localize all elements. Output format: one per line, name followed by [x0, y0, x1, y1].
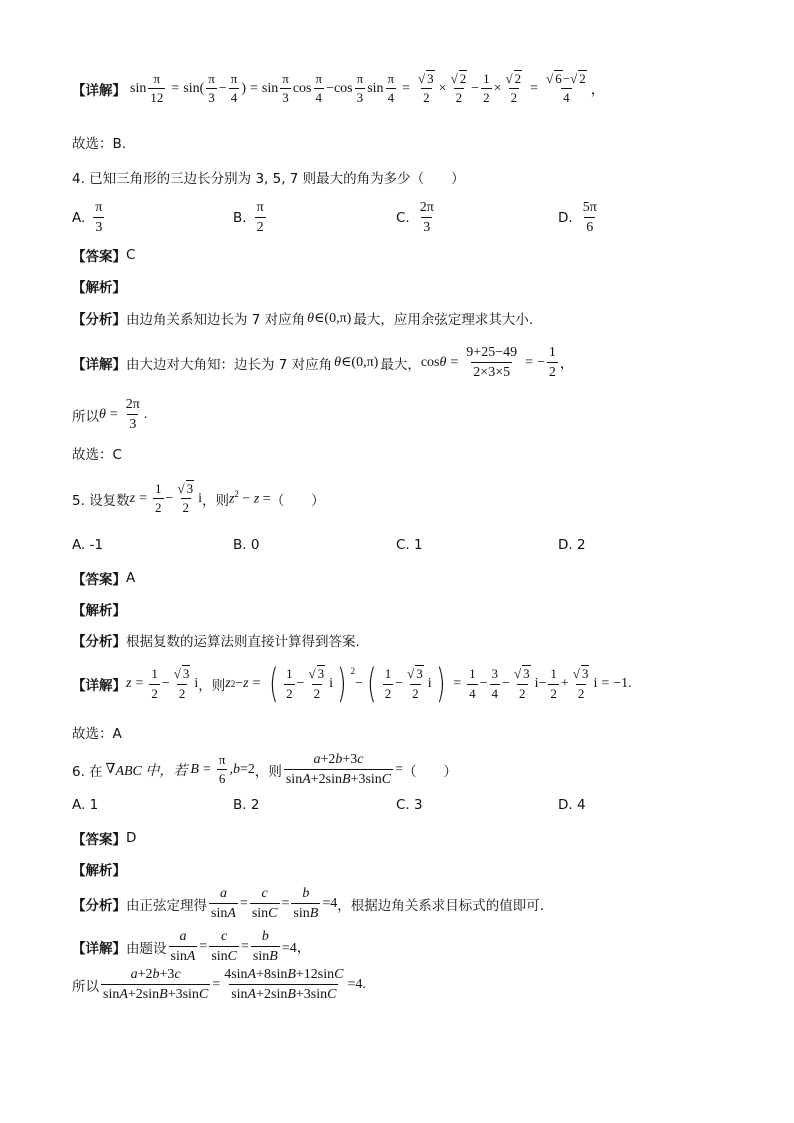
- q4-answer: 【答案】 C: [72, 247, 136, 265]
- q6-so: 所以 $\frac{a+2b+3c}{\sin A+2\sin B+3\sin C}$ = $\frac{4\sin A+8\sin B+12\sin C}{\sin A+2\sin B+3\sin C}$ =4.: [72, 967, 366, 1003]
- q6-answer: 【答案】 D: [72, 830, 137, 848]
- q5-option-d: D. 2: [558, 537, 586, 553]
- q4-option-d: D. $\frac{5\pi}{6}$: [558, 200, 597, 236]
- q6-option-d: D. 4: [558, 797, 586, 813]
- q5-option-a: A. -1: [72, 537, 104, 553]
- q5-stem: 5. 设复数 z = $\frac{1}{2}$ − $\frac{√ 3}{2}$ i ，则 $z^2 - z$ = （ ）: [72, 481, 325, 516]
- q6-option-a: A. 1: [72, 797, 99, 813]
- q5-option-c: C. 1: [396, 537, 423, 553]
- q4-option-a: A. $\frac{\pi}{3}$: [72, 200, 103, 236]
- q4-fenxi: 【分析】 由边角关系知边长为 7 对应角 θ∈(0,π) 最大，应用余弦定理求其大小.: [72, 310, 534, 328]
- q6-analysis-tag: 【解析】: [72, 863, 126, 879]
- p3-formula: sin $\frac{\pi}{12}$ = sin( $\frac{\pi}{3}$ − $\frac{\pi}{4}$ ) = sin $\frac{\pi}{3}$ cos $\frac{\pi}{4}$ −cos $\frac{\pi}{3}$ sin $\frac{\pi}{4}$ = $\frac{√ 3}{2}$ × $\frac{√ 2}{2}$ − $\frac{1}{2}$ × $\frac{√ 2}{2}$ = $\frac{√ 6-√ 2}{4}$ ，: [130, 71, 605, 106]
- q6-detail: 【详解】 由题设 $\frac{a}{\sin A}$ = $\frac{c}{\sin C}$ = $\frac{b}{\sin B}$ =4，: [72, 929, 311, 965]
- q4-choose: 故选：C: [72, 447, 122, 463]
- q5-detail: 【详解】 z = $\frac{1}{2}$ − $\frac{√ 3}{2}$ i ，则 z 2 − z = ( $\frac{1}{2}$ − $\frac{√ 3}{2}$ i ) $^2$ − ( $\frac{1}{2}$ − $\frac{√ 3}{2}$ i ) = $\frac{1}{4}$ − $\frac{3}{4}$ − $\frac{√ 3}{2}$ i− $\frac{1}{2}$ + $\frac{√ 3}{2}$ i = −1.: [72, 661, 632, 707]
- q4-analysis-tag: 【解析】: [72, 280, 126, 296]
- q5-choose: 故选：A: [72, 726, 122, 742]
- q6-fenxi: 【分析】 由正弦定理得 $\frac{a}{\sin A}$ = $\frac{c}{\sin C}$ = $\frac{b}{\sin B}$ =4 ，根据边角关系求目标式的值即可.: [72, 886, 545, 922]
- q5-analysis-tag: 【解析】: [72, 603, 126, 619]
- q4-option-c: C. $\frac{2\pi}{3}$: [396, 200, 434, 236]
- q4-detail: 【详解】 由大边对大角知：边长为 7 对应角 θ∈(0,π) 最大， cos θ = $\frac{9+25-49}{2\times 3\times 5}$ = − $\frac{1}{2}$ ，: [72, 345, 574, 381]
- q4-option-b: B. $\frac{\pi}{2}$: [233, 200, 264, 236]
- q5-option-b: B. 0: [233, 537, 260, 553]
- q5-answer: 【答案】 A: [72, 570, 136, 588]
- q4-stem: 4. 已知三角形的三边长分别为 3, 5, 7 则最大的角为多少（ ）: [72, 171, 465, 187]
- q4-so: 所以 θ = $\frac{2\pi}{3}$ .: [72, 397, 148, 433]
- p3-detail-line: [72, 72, 605, 106]
- q6-option-c: C. 3: [396, 797, 423, 813]
- q5-fenxi: 【分析】 根据复数的运算法则直接计算得到答案.: [72, 634, 360, 650]
- detail-tag: 【详解】: [72, 82, 126, 99]
- q6-option-b: B. 2: [233, 797, 260, 813]
- p3-choose: 故选：B.: [72, 136, 127, 152]
- q6-stem: 6. 在 ∇ ABC 中，若 B = $\frac{\pi}{6}$ , b =2 ，则 $\frac{a+2b+3c}{\sin A+2\sin B+3\sin C}$ = （ ）: [72, 752, 458, 788]
